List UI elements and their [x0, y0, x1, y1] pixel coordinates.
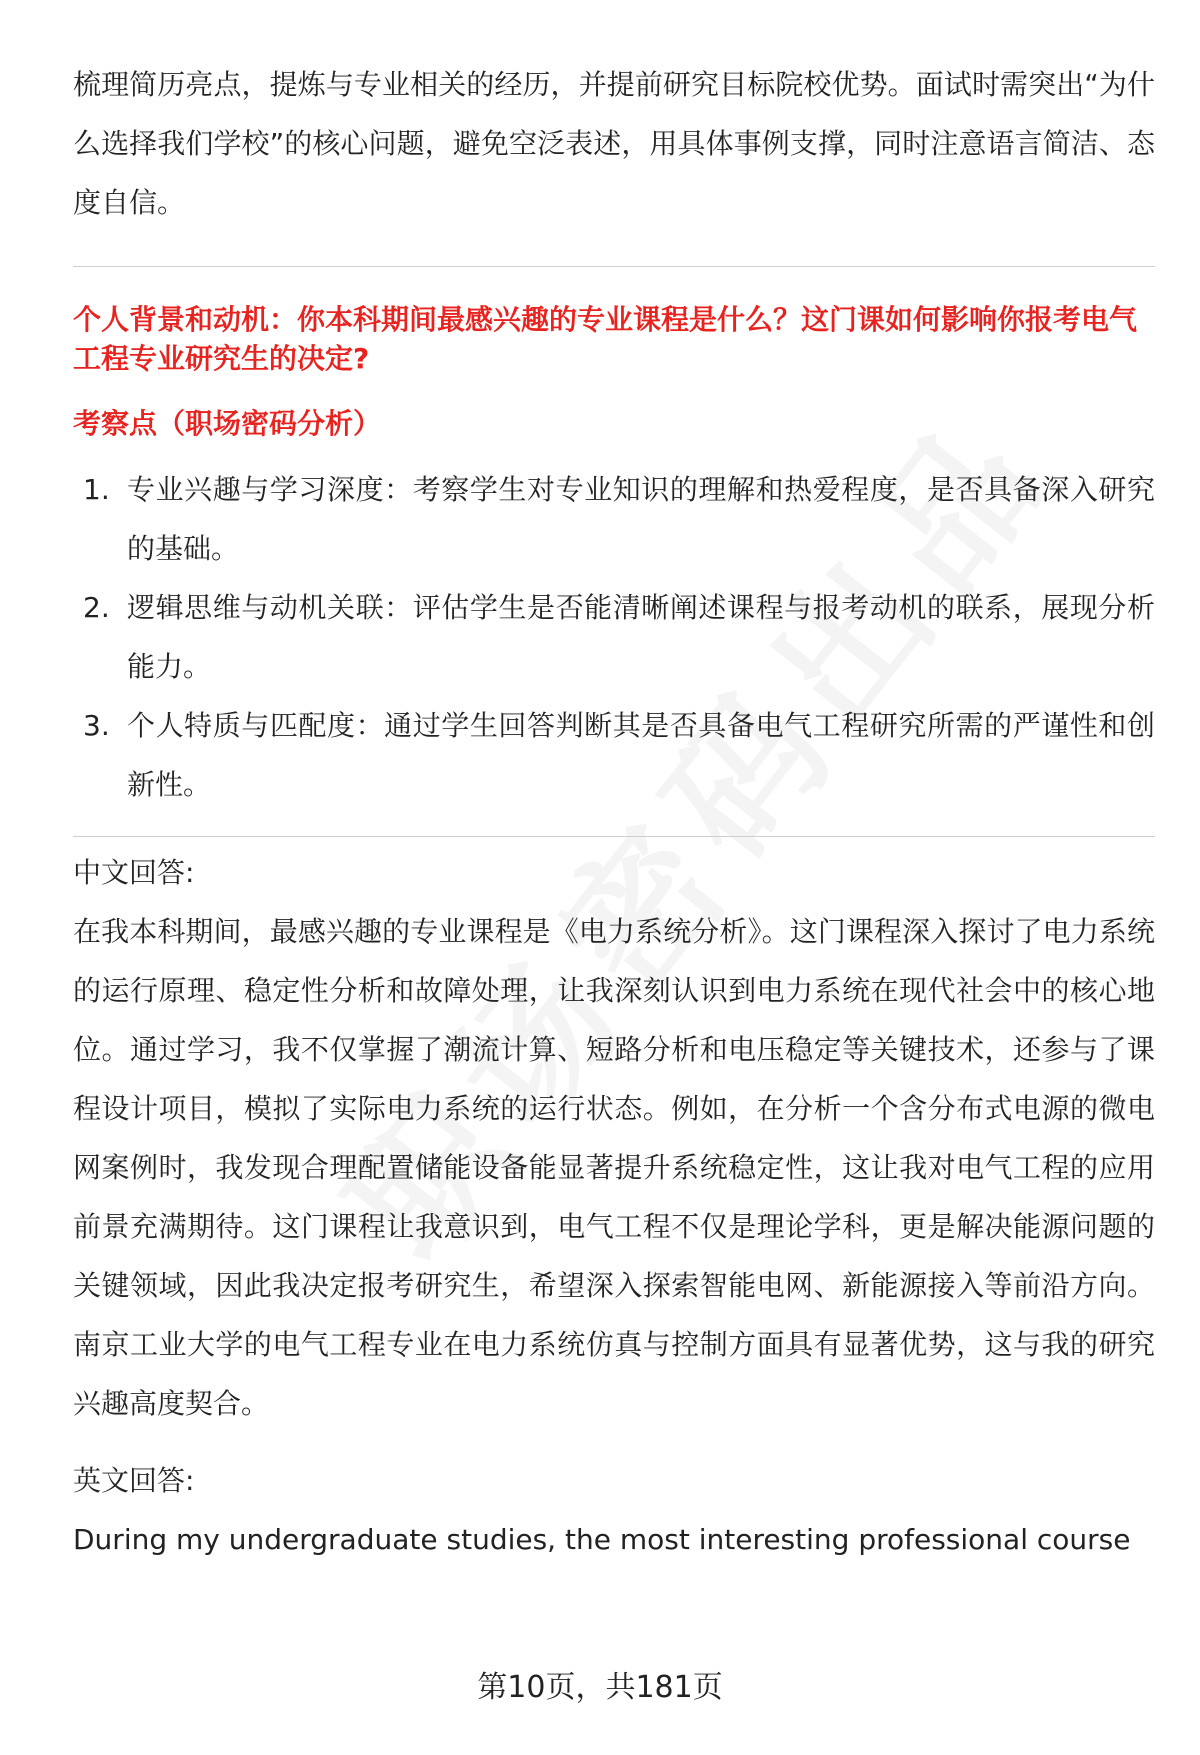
list-item: 2. 逻辑思维与动机关联：评估学生是否能清晰阐述课程与报考动机的联系，展现分析能力。: [83, 591, 1155, 683]
chinese-answer-label: 中文回答:: [73, 856, 195, 889]
assessment-points: [73, 460, 1155, 814]
list-item: 3. 个人特质与匹配度：通过学生回答判断其是否具备电气工程研究所需的严谨性和创新性。: [83, 709, 1155, 801]
intro-paragraph: 梳理简历亮点，提炼与专业相关的经历，并提前研究目标院校优势。面试时需突出“为什么选择我们学校”的核心问题，避免空泛表述，用具体事例支撑，同时注意语言简洁、态度自信。: [73, 68, 1155, 219]
list-item: 1. 专业兴趣与学习深度：考察学生对专业知识的理解和热爱程度，是否具备深入研究的基础。: [83, 473, 1155, 565]
page-content: [73, 55, 1155, 1569]
english-answer-text: During my undergraduate studies, the most interesting professional course: [73, 1523, 1131, 1556]
english-answer-label: 英文回答:: [73, 1464, 195, 1497]
assessment-title: 考察点（职场密码分析）: [73, 407, 382, 440]
question-heading: 个人背景和动机：你本科期间最感兴趣的专业课程是什么？这门课如何影响你报考电气工程专业研究生的决定?: [73, 303, 1138, 375]
chinese-answer-text: 在我本科期间，最感兴趣的专业课程是《电力系统分析》。这门课程深入探讨了电力系统的运行原理、稳定性分析和故障处理，让我深刻认识到电力系统在现代社会中的核心地位。通过学习，我不仅掌握了潮流计算、短路分析和电压稳定等关键技术，还参与了课程设计项目，模拟了实际电力系统的运行状态。例如，在分析一个含分布式电源的微电网案例时，我发现合理配置储能设备能显著提升系统稳定性，这让我对电气工程的应用前景充满期待。这门课程让我意识到，电气工程不仅是理论学科，更是解决能源问题的关键领域，因此我决定报考研究生，希望深入探索智能电网、新能源接入等前沿方向。南京工业大学的电气工程专业在电力系统仿真与控制方面具有显著优势，这与我的研究兴趣高度契合。: [73, 915, 1155, 1420]
page-number: 第10页，共181页: [477, 1670, 723, 1705]
